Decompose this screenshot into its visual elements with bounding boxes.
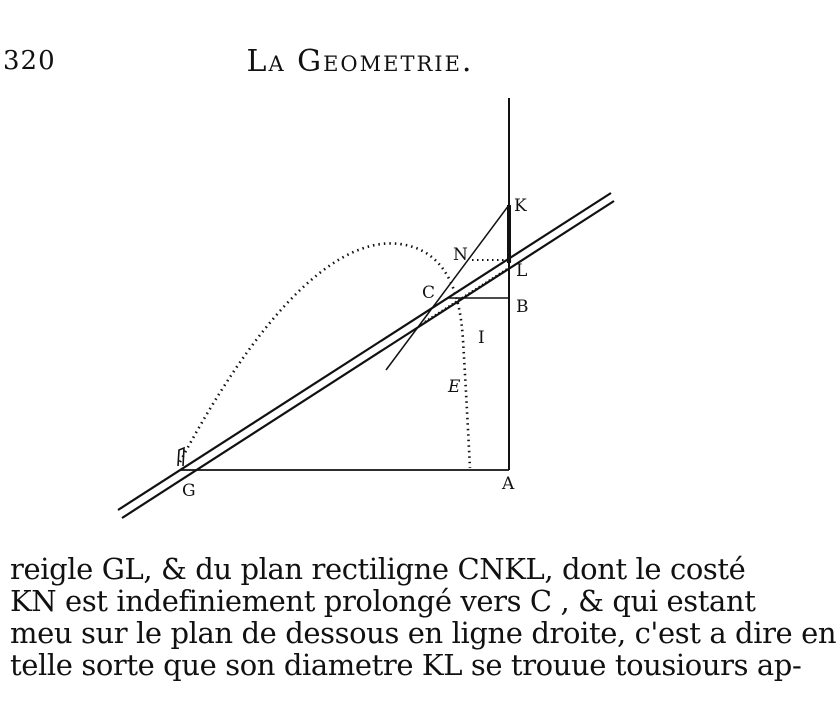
text-line: telle sorte que son diametre KL se trouue tousiours ap-	[10, 648, 802, 682]
page-number: 320	[3, 46, 56, 76]
label-c: C	[422, 283, 436, 303]
body-text	[10, 552, 836, 682]
running-head: La Geometrie.	[246, 44, 474, 79]
text-line: KN est indefiniement prolongé vers C , & qui estant	[10, 584, 756, 618]
label-n: N	[453, 245, 468, 265]
text-line: reigle GL, & du plan rectiligne CNKL, dont le costé	[10, 552, 746, 586]
label-i: I	[478, 328, 485, 348]
label-k: K	[514, 196, 527, 216]
label-e: E	[448, 377, 461, 397]
dotted-curve	[180, 243, 470, 468]
point-mark-l	[507, 259, 511, 263]
text-line: meu sur le plan de dessous en ligne droite, c'est a dire en	[10, 616, 836, 650]
line-kn-prolonged	[386, 205, 509, 370]
label-a: A	[502, 474, 515, 494]
label-g: G	[182, 481, 196, 501]
label-b: B	[516, 297, 529, 317]
mark-near-g	[178, 448, 184, 466]
label-l: L	[516, 261, 528, 281]
ruler-gl-upper	[118, 193, 611, 510]
